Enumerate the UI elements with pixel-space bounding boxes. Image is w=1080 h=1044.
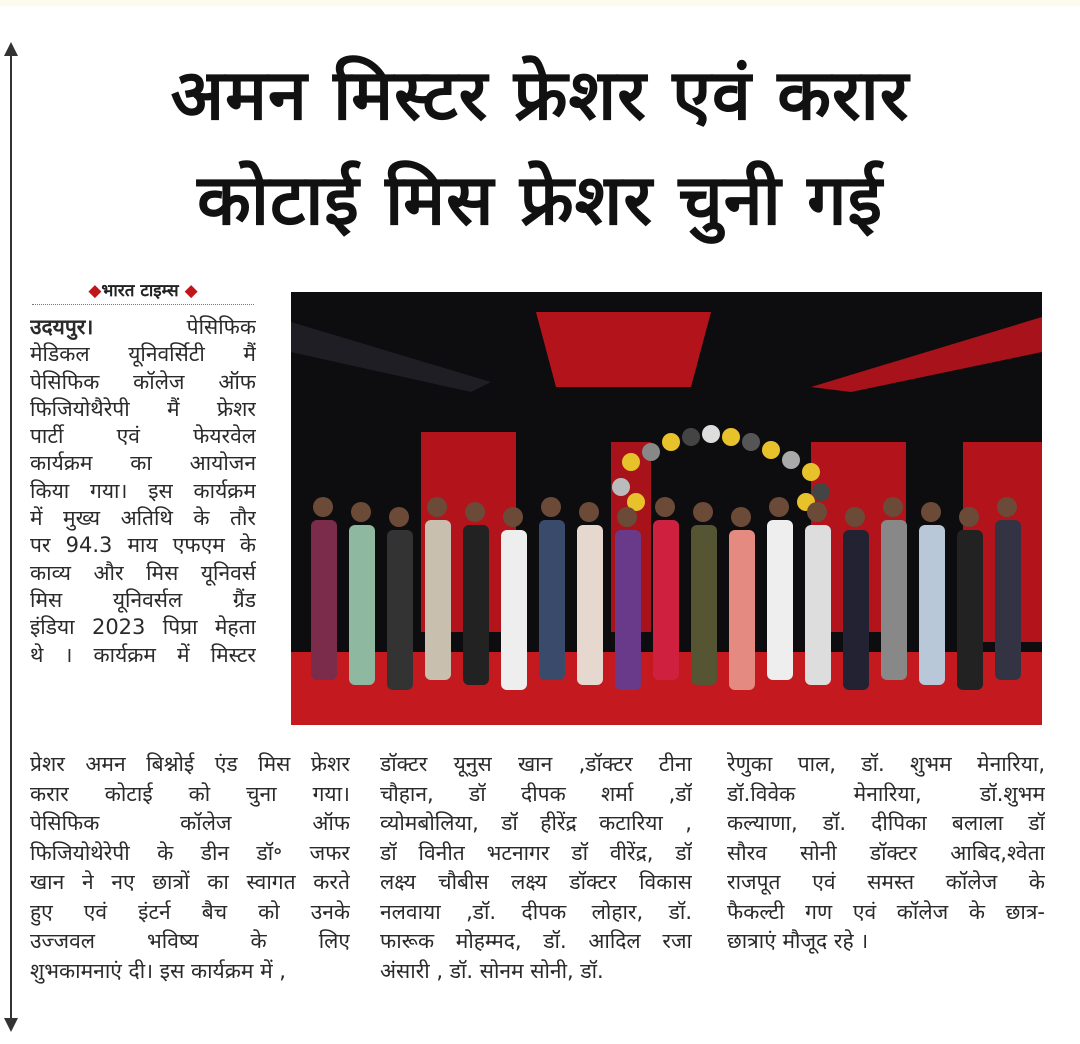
event-photo xyxy=(291,292,1042,725)
text-line: मिस यूनिवर्सल ग्रैंड xyxy=(30,587,256,612)
text-line: लक्ष्य चौबीस लक्ष्य डॉक्टर विकास xyxy=(380,870,692,894)
byline-text: भारत टाइम्स xyxy=(101,281,179,301)
text-line: पेसिफिक कॉलेज ऑफ xyxy=(30,369,256,394)
person-head xyxy=(655,497,675,517)
text-line: पेसिफिक कॉलेज ऑफ xyxy=(30,811,350,835)
person-body xyxy=(767,520,793,680)
person-body xyxy=(349,525,375,685)
person-body xyxy=(691,525,717,685)
person-body xyxy=(577,525,603,685)
person-head xyxy=(351,502,371,522)
person-body xyxy=(653,520,679,680)
text-line: डॉक्टर यूनुस खान ,डॉक्टर टीना xyxy=(380,752,692,776)
person-body xyxy=(805,525,831,685)
byline xyxy=(32,278,254,305)
text-line: चौहान, डॉ दीपक शर्मा ,डॉ xyxy=(380,781,692,806)
text-line: खान ने नए छात्रों का स्वागत करते xyxy=(30,870,350,894)
text-line: डॉ.विवेक मेनारिया, डॉ.शुभम xyxy=(727,781,1045,806)
person-head xyxy=(503,507,523,527)
diamond-icon: ◆ xyxy=(88,281,102,301)
person-head xyxy=(845,507,865,527)
text-line: काव्य और मिस यूनिवर्स xyxy=(30,560,256,585)
person-head xyxy=(313,497,333,517)
person-body xyxy=(501,530,527,690)
person-head xyxy=(465,502,485,522)
text-line: राजपूत एवं समस्त कॉलेज के xyxy=(727,870,1045,894)
person-body xyxy=(881,520,907,680)
person-head xyxy=(807,502,827,522)
arrow-up-icon xyxy=(4,42,18,56)
text-line: कल्याणा, डॉ. दीपिका बलाला डॉ xyxy=(727,811,1045,835)
person-head xyxy=(427,497,447,517)
column-1-top xyxy=(30,314,256,669)
text-line: सौरव सोनी डॉक्टर आबिद,श्वेता xyxy=(727,840,1045,865)
text-line: रेणुका पाल, डॉ. शुभम मेनारिया, xyxy=(727,752,1045,776)
text-line: हुए एवं इंटर्न बैच को उनके xyxy=(30,899,350,924)
column-3 xyxy=(727,750,1045,957)
person-body xyxy=(425,520,451,680)
dateline: उदयपुर। xyxy=(30,315,94,339)
headline-line-1: अमन मिस्टर फ्रेशर एवं करार xyxy=(170,54,910,136)
headline-line-2: कोटाई मिस फ्रेशर चुनी गई xyxy=(197,159,883,241)
top-strip xyxy=(0,0,1080,6)
person-body xyxy=(463,525,489,685)
text-line: फारूक मोहम्मद, डॉ. आदिल रजा xyxy=(380,929,692,953)
person-body xyxy=(311,520,337,680)
arrow-down-icon xyxy=(4,1018,18,1032)
person-head xyxy=(769,497,789,517)
text-line: डॉ विनीत भटनागर डॉ वीरेंद्र, डॉ xyxy=(380,840,692,865)
person-head xyxy=(389,507,409,527)
text-line: व्योमबोलिया, डॉ हीरेंद्र कटारिया , xyxy=(380,811,692,835)
text-line: कार्यक्रम का आयोजन xyxy=(30,451,256,476)
text-line: मेडिकल यूनिवर्सिटी मैं xyxy=(30,342,256,367)
text-line xyxy=(30,314,256,341)
text-line: प्रेशर अमन बिश्नोई एंड मिस फ्रेशर xyxy=(30,752,350,776)
person-head xyxy=(617,507,637,527)
person-head xyxy=(997,497,1017,517)
person-head xyxy=(921,502,941,522)
text-line: फिजियोथेरेपी के डीन डॉ॰ जफर xyxy=(30,840,350,865)
text-line: इंडिया 2023 पिप्रा मेहता xyxy=(30,615,256,640)
text-span: पेसिफिक xyxy=(186,315,256,339)
text-line: करार कोटाई को चुना गया। xyxy=(30,781,350,806)
person-head xyxy=(731,507,751,527)
text-line: उज्जवल भविष्य के लिए xyxy=(30,929,350,953)
person-body xyxy=(615,530,641,690)
text-line: छात्राएं मौजूद रहे । xyxy=(727,929,869,953)
group-photo-illustration xyxy=(291,292,1042,725)
text-line: में मुख्य अतिथि के तौर xyxy=(30,506,256,531)
text-line: नलवाया ,डॉ. दीपक लोहार, डॉ. xyxy=(380,899,692,924)
text-line: किया गया। इस कार्यक्रम xyxy=(30,478,256,503)
person-body xyxy=(387,530,413,690)
person-head xyxy=(541,497,561,517)
text-line: थे । कार्यक्रम में मिस्टर xyxy=(30,642,256,667)
text-line: फिजियोथैरेपी मैं फ्रेशर xyxy=(30,396,256,421)
text-line: फैकल्टी गण एवं कॉलेज के छात्र- xyxy=(727,899,1045,924)
person-body xyxy=(843,530,869,690)
text-line: पार्टी एवं फेयरवेल xyxy=(30,424,256,449)
column-1-bottom xyxy=(30,750,350,986)
person-body xyxy=(539,520,565,680)
person-head xyxy=(579,502,599,522)
person-body xyxy=(957,530,983,690)
text-line: शुभकामनाएं दी। इस कार्यक्रम में , xyxy=(30,958,286,983)
person-body xyxy=(919,525,945,685)
person-body xyxy=(729,530,755,690)
person-head xyxy=(883,497,903,517)
person-body xyxy=(995,520,1021,680)
person-head xyxy=(959,507,979,527)
person-head xyxy=(693,502,713,522)
diamond-icon: ◆ xyxy=(184,281,198,301)
text-line: अंसारी , डॉ. सोनम सोनी, डॉ. xyxy=(380,958,604,983)
column-height-marker xyxy=(10,50,12,1025)
text-line: पर 94.3 माय एफएम के xyxy=(30,533,256,558)
column-2 xyxy=(380,750,692,986)
ceiling-curtain xyxy=(536,312,711,387)
